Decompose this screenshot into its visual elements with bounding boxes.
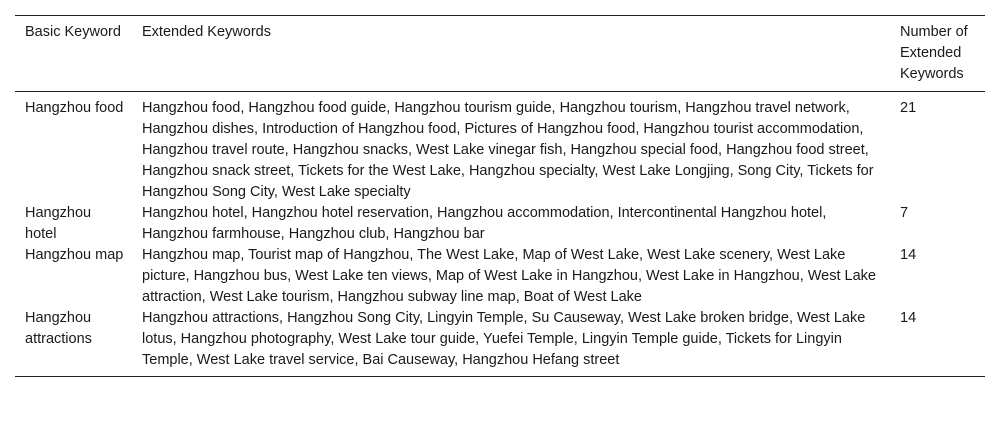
cell-basic-keyword: Hangzhou food [25, 100, 124, 116]
cell-count: 14 [900, 310, 917, 326]
table-row [15, 203, 985, 245]
cell-basic-keyword: Hangzhou attractions [25, 310, 92, 347]
cell-count: 21 [900, 100, 917, 116]
table-row [15, 92, 985, 204]
keyword-table [15, 15, 985, 377]
cell-count: 7 [900, 205, 909, 221]
keyword-table-container [15, 15, 985, 377]
cell-extended-keywords: Hangzhou attractions, Hangzhou Song City, Lingyin Temple, Su Causeway, West Lake broken bridge, West Lake lotus, Hangzhou photography, West Lake tour guide, Yuefei Temple, Lingyin Temple guide, Tickets for Lingyin Temple, West Lake travel service, Bai Causeway, Hangzhou Hefang street [142, 310, 866, 368]
header-extended-keywords: Extended Keywords [142, 24, 271, 40]
header-number-extended: Number of Extended Keywords [900, 24, 968, 82]
table-body [15, 92, 985, 377]
table-row [15, 245, 985, 308]
cell-extended-keywords: Hangzhou map, Tourist map of Hangzhou, The West Lake, Map of West Lake, West Lake scenery, West Lake picture, Hangzhou bus, West Lake ten views, Map of West Lake in Hangzhou, West Lake in Hangzhou, West Lake attraction, West Lake tourism, Hangzhou subway line map, Boat of West Lake [142, 247, 876, 305]
cell-count: 14 [900, 247, 917, 263]
header-row [15, 16, 985, 92]
cell-extended-keywords: Hangzhou food, Hangzhou food guide, Hangzhou tourism guide, Hangzhou tourism, Hangzhou travel network, Hangzhou dishes, Introduction of Hangzhou food, Pictures of Hangzhou food, Hangzhou tourist accommodation, Hangzhou travel route, Hangzhou snacks, West Lake vinegar fish, Hangzhou special food, Hangzhou food street, Hangzhou snack street, Tickets for the West Lake, Hangzhou specialty, West Lake Longjing, Song City, Tickets for Hangzhou Song City, West Lake specialty [142, 100, 874, 200]
header-basic-keyword: Basic Keyword [25, 24, 121, 40]
cell-basic-keyword: Hangzhou hotel [25, 205, 92, 242]
table-header [15, 16, 985, 92]
cell-basic-keyword: Hangzhou map [25, 247, 124, 263]
table-row [15, 308, 985, 377]
cell-extended-keywords: Hangzhou hotel, Hangzhou hotel reservation, Hangzhou accommodation, Intercontinental Hangzhou hotel, Hangzhou farmhouse, Hangzhou club, Hangzhou bar [142, 205, 827, 242]
